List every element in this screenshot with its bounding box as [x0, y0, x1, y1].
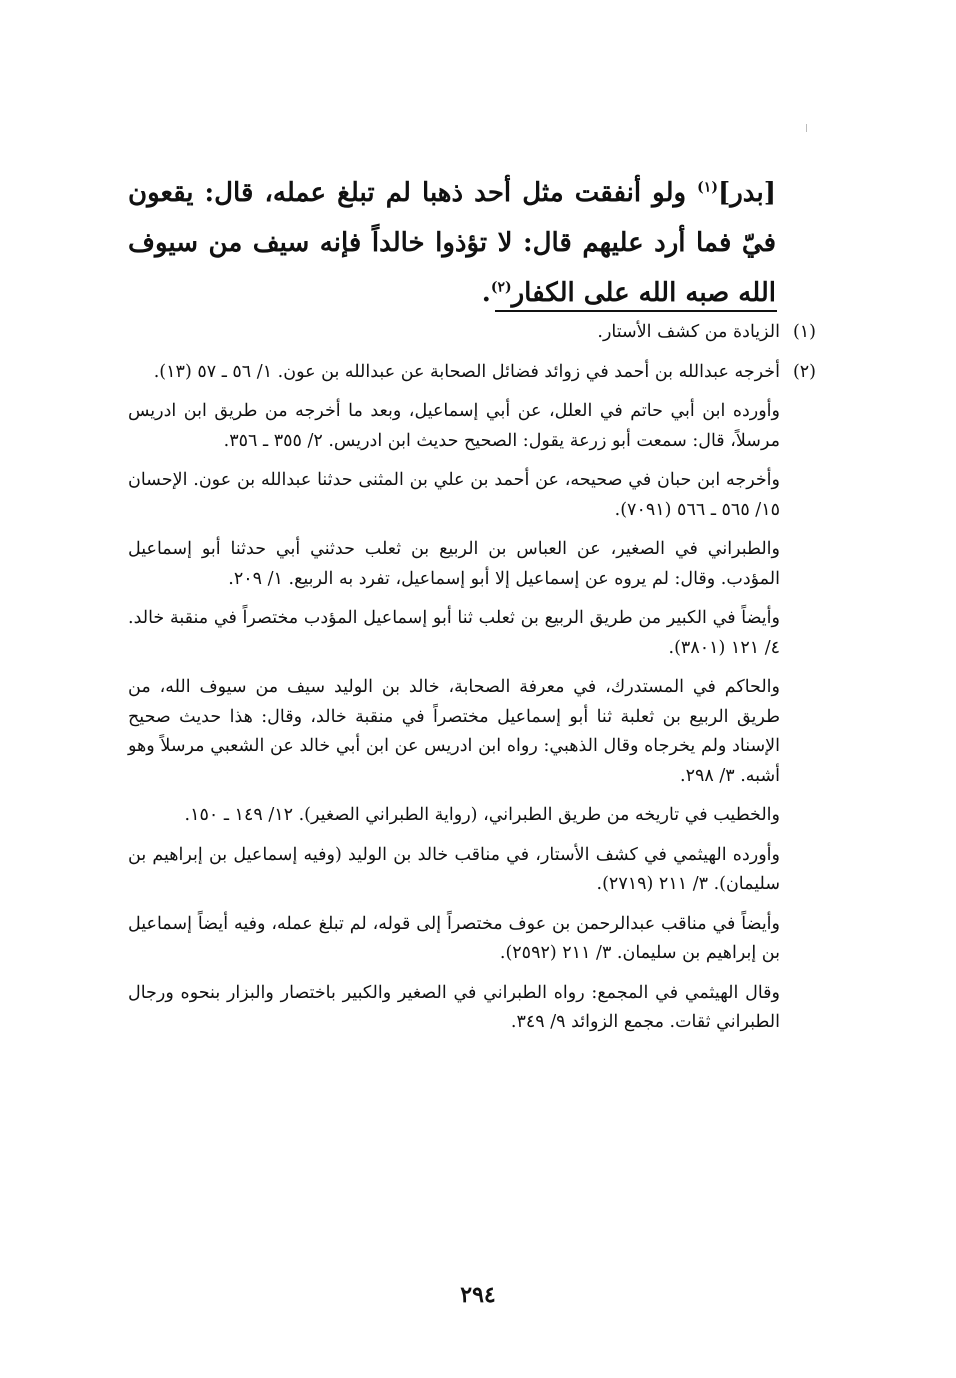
footnotes — [128, 318, 816, 1048]
footnote-paragraph: وأورده ابن أبي حاتم في العلل، عن أبي إسماعيل، وبعد ما أخرجه من طريق ابن ادريس مرسلاً، قال: سمعت أبو زرعة يقول: الصحيح حديث ابن ادريس. ٢/ ٣٥٥ ـ ٣٥٦. — [128, 401, 780, 451]
footnote-2 — [128, 358, 816, 388]
footnote-ref-2[interactable]: (٢) — [490, 279, 512, 296]
bracket-addition: [بدر] — [717, 178, 776, 208]
footnote-text: الزيادة من كشف الأستار. — [597, 322, 780, 342]
footnote-paragraph: وأيضاً في مناقب عبدالرحمن بن عوف مختصراً إلى قوله، لم تبلغ عمله، وفيه أيضاً إسماعيل بن إبراهيم بن سليمان. ٣/ ٢١١ (٢٥٩٢). — [128, 913, 780, 963]
footnote-number: (١) — [792, 322, 816, 342]
main-paragraph — [128, 168, 776, 318]
footnote-paragraph: وأيضاً في الكبير من طريق الربيع بن ثعلب ثنا أبو إسماعيل المؤدب مختصراً في منقبة خالد. ٤/ ١٢١ (٣٨٠١). — [128, 608, 780, 658]
footnote-paragraph: وأورده الهيثمي في كشف الأستار، في مناقب خالد بن الوليد (وفيه إسماعيل بن إبراهيم بن سليمان). ٣/ ٢١١ (٢٧١٩). — [128, 844, 780, 894]
footnote-paragraph: والخطيب في تاريخه من طريق الطبراني، (رواية الطبراني الصغير). ١٢/ ١٤٩ ـ ١٥٠. — [184, 805, 780, 825]
footnote-paragraph: وقال الهيثمي في المجمع: رواه الطبراني في الصغير والكبير باختصار والبزار بنحوه ورجال الطبراني ثقات. مجمع الزوائد ٩/ ٣٤٩. — [128, 982, 780, 1032]
footnote-paragraph: والطبراني في الصغير، عن العباس بن الربيع بن ثعلب حدثني أبي حدثنا أبو إسماعيل المؤدب. وقال: لم يروه عن إسماعيل إلا أبو إسماعيل، تفرد به الربيع. ١/ ٢٠٩. — [128, 539, 780, 589]
footnote-ref-1[interactable]: (١) — [697, 179, 718, 196]
main-body: ولو أنفقت مثل أحد ذهبا لم تبلغ عمله، قال: يقعون فيّ فما أرد عليهم قال: لا تؤذوا خالداً فإنه سيف من سيوف الله صبه الله على الكفار — [128, 178, 776, 308]
footnote-separator — [495, 310, 777, 312]
footnote-paragraph: والحاكم في المستدرك، في معرفة الصحابة، خالد بن الوليد سيف من سيوف الله، من طريق الربيع بن ثعلبة ثنا أبو إسماعيل مختصراً في منقبة خالد، وقال: هذا حديث صحيح الإسناد ولم يخرجاه وقال الذهبي: رواه ابن ادريس عن ابن أبي خالد عن الشعبي مرسلاً وهو أشبه. ٣/ ٢٩٨. — [128, 677, 780, 786]
footnote-paragraph: وأخرجه ابن حبان في صحيحه، عن أحمد بن علي بن المثنى حدثنا عبدالله بن عون. الإحسان ١٥/ ٥٦٥ ـ ٥٦٦ (٧٠٩١). — [128, 470, 780, 520]
main-text — [128, 168, 776, 318]
footnote-number: (٢) — [792, 361, 816, 382]
main-end: . — [481, 278, 491, 308]
footnote-text: أخرجه عبدالله بن أحمد في زوائد فضائل الصحابة عن عبدالله بن عون. ١/ ٥٦ ـ ٥٧ (١٣). — [153, 361, 780, 382]
footnote-1 — [128, 318, 816, 348]
scan-mark — [806, 124, 807, 132]
page-number: ٢٩٤ — [460, 1282, 496, 1308]
